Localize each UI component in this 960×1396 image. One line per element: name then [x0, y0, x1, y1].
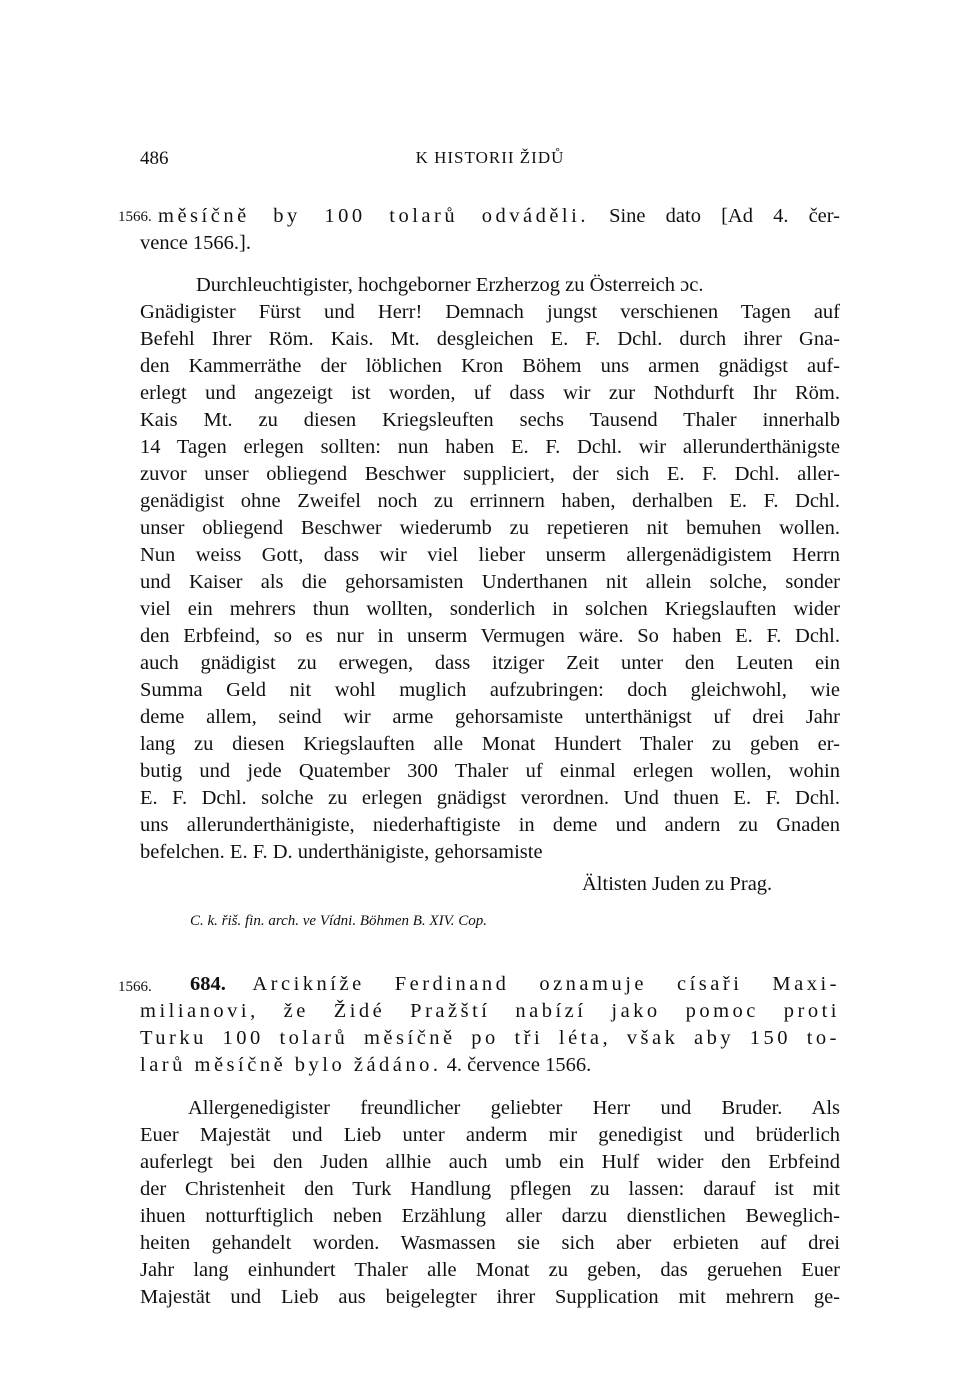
body-line: Befehl Ihrer Röm. Kais. Mt. desgleichen E. F. Dchl. durch ihrer Gna- [140, 328, 840, 350]
body-line: genädigist ohne Zweifel noch zu errinnern haben, derhalben E. F. Dchl. [140, 490, 840, 512]
body-line: heiten gehandelt worden. Wasmassen sie sich aber erbieten auf drei [140, 1232, 840, 1254]
body-line: den Erbfeind, so es nur in unserm Vermugen wäre. So haben E. F. Dchl. [140, 625, 840, 647]
page-number: 486 [140, 148, 169, 169]
body-line: erlegt und angezeigt ist worden, uf dass wir zur Nothdurft Ihr Röm. [140, 382, 840, 404]
entry1-heading-rest: Sine dato [Ad 4. čer- [609, 205, 841, 227]
body-line: befelchen. E. F. D. underthänigiste, gehorsamiste [140, 841, 543, 863]
body-line: butig und jede Quatember 300 Thaler uf einmal erlegen wollen, wohin [140, 760, 840, 782]
running-title: K HISTORII ŽIDŮ [415, 148, 565, 167]
body-line: E. F. Dchl. solche zu erlegen gnädigst verordnen. Und thuen E. F. Dchl. [140, 787, 840, 809]
entry1-heading-line1 [158, 203, 840, 229]
entry1-year: 1566. [118, 209, 152, 225]
body-line: lang zu diesen Kriegslauften alle Monat Hundert Thaler zu geben er- [140, 733, 840, 755]
entry2-number: 684. [190, 973, 226, 995]
body-line: den Kammerräthe der löblichen Kron Böhem uns armen gnädigst auf- [140, 355, 840, 377]
body-line: Durchleuchtigister, hochgeborner Erzherzog zu Österreich ɔc. [196, 274, 704, 296]
entry2-heading-spaced: larů měsíčně bylo žádáno. [140, 1054, 442, 1076]
body-line: unser obliegend Beschwer wiederumb zu repetieren nit bemuhen wollen. [140, 517, 840, 539]
signature: Ältisten Juden zu Prag. [582, 873, 773, 895]
body-line: der Christenheit den Turk Handlung pflegen zu lassen: darauf ist mit [140, 1178, 840, 1200]
body-line: Euer Majestät und Lieb unter anderm mir genedigist und brüderlich [140, 1124, 840, 1146]
entry2-year: 1566. [118, 979, 152, 995]
body-line: auch gnädigist zu erwegen, dass itziger Zeit unter den Leuten ein [140, 652, 840, 674]
body-line: Allergenedigister freundlicher geliebter Herr und Bruder. Als [188, 1097, 840, 1119]
body-line: deme allem, seind wir arme gehorsamiste unterthänigst uf drei Jahr [140, 706, 840, 728]
body-line: 14 Tagen erlegen sollten: nun haben E. F. Dchl. wir allerunderthänigste [140, 436, 840, 458]
entry2-heading-line2: milianovi, že Židé Pražští nabízí jako pomoc proti [140, 1000, 840, 1022]
entry2-heading-line1 [190, 971, 840, 997]
entry2-heading-line3: Turku 100 tolarů měsíčně po tři léta, však aby 150 to- [140, 1027, 840, 1049]
body-line: uns allerunderthänigiste, niederhaftigiste in deme und andern zu Gnaden [140, 814, 840, 836]
body-line: auferlegt bei den Juden allhie auch umb ein Hulf wider den Erbfeind [140, 1151, 840, 1173]
entry1-heading-spaced: měsíčně by 100 tolarů odváděli. [158, 205, 589, 227]
archive-citation: C. k. řiš. fin. arch. ve Vídni. Böhmen B. XIV. Cop. [190, 913, 488, 929]
entry2-heading-date: 4. července 1566. [446, 1054, 592, 1076]
body-line: Nun weiss Gott, dass wir viel lieber unserm allergenädigistem Herrn [140, 544, 840, 566]
body-line: viel ein mehrers thun wollten, sonderlich in solchen Kriegslauften wider [140, 598, 840, 620]
entry2-heading-text: Arcikníže Ferdinand oznamuje císaři Maxi- [252, 973, 840, 995]
body-line: und Kaiser als die gehorsamisten Underthanen nit allein solche, sonder [140, 571, 840, 593]
entry2-heading-line4 [140, 1052, 591, 1078]
entry1-heading-line2: vence 1566.]. [140, 232, 251, 254]
body-line: Summa Geld nit wohl muglich aufzubringen: doch gleichwohl, wie [140, 679, 840, 701]
body-line: Jahr lang einhundert Thaler alle Monat zu geben, das geruehen Euer [140, 1259, 840, 1281]
body-line: zuvor unser obliegend Beschwer suppliciert, der sich E. F. Dchl. aller- [140, 463, 840, 485]
body-line: Majestät und Lieb aus beigelegter ihrer Supplication mit mehrern ge- [140, 1286, 840, 1308]
body-line: ihuen notturftiglich neben Erzählung aller darzu dienstlichen Beweglich- [140, 1205, 840, 1227]
page-header [140, 148, 840, 174]
body-line: Kais Mt. zu diesen Kriegsleuften sechs Tausend Thaler innerhalb [140, 409, 840, 431]
body-line: Gnädigister Fürst und Herr! Demnach jungst verschienen Tagen auf [140, 301, 840, 323]
